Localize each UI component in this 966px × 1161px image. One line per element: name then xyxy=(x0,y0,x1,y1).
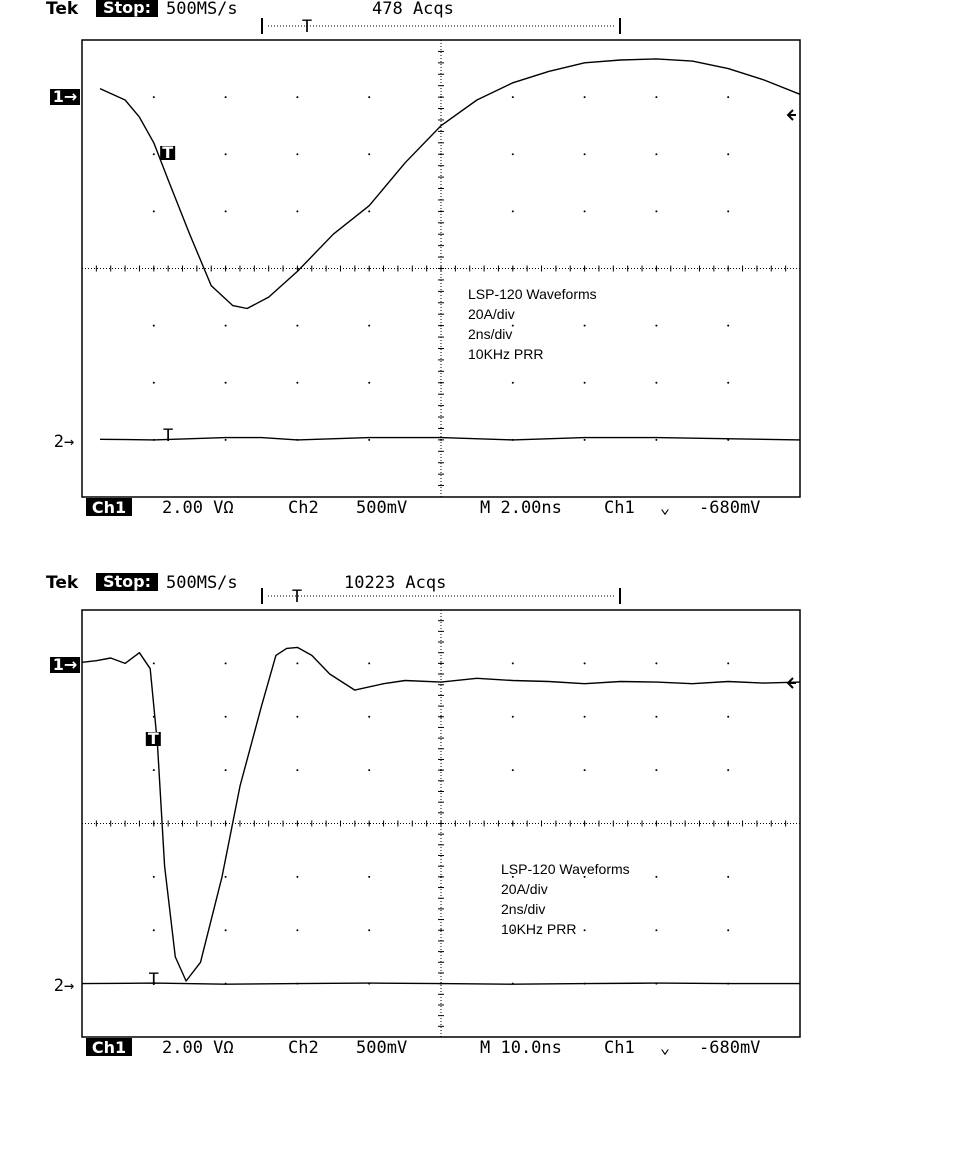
trigger-level-arrow-icon xyxy=(788,110,796,120)
grid-dot xyxy=(296,929,298,931)
ch2-trigger-marker: T xyxy=(163,426,174,446)
grid-dot xyxy=(153,769,155,771)
grid-dot xyxy=(512,662,514,664)
sample-rate: 500MS/s xyxy=(166,0,238,19)
acquisition-count: 10223 Acqs xyxy=(344,573,447,593)
annotation-line: LSP-120 Waveforms xyxy=(501,861,630,877)
grid-dot xyxy=(584,153,586,155)
grid-dot xyxy=(727,210,729,212)
grid-dot xyxy=(727,96,729,98)
annotation-line: LSP-120 Waveforms xyxy=(468,286,597,302)
grid-dot xyxy=(584,325,586,327)
annotation-line: 20A/div xyxy=(501,881,548,897)
grid-dot xyxy=(225,662,227,664)
timebase: M 2.00ns xyxy=(480,498,562,518)
scope-screen-1 xyxy=(46,0,800,518)
brand-label: Tek xyxy=(46,573,79,593)
grid-dot xyxy=(153,662,155,664)
grid-dot xyxy=(368,96,370,98)
grid-dot xyxy=(727,929,729,931)
trigger-slope-icon: ⌄ xyxy=(659,498,671,518)
grid-dot xyxy=(153,382,155,384)
brand-label: Tek xyxy=(46,0,79,19)
grid-dot xyxy=(655,210,657,212)
trigger-position-marker: T xyxy=(301,17,313,37)
trigger-point-marker: T xyxy=(162,143,174,162)
scope-header xyxy=(46,572,620,607)
grid-dot xyxy=(512,210,514,212)
grid-dot xyxy=(655,769,657,771)
ch1-ground-marker: 1→ xyxy=(52,655,78,674)
grid-dot xyxy=(153,210,155,212)
annotation-line: 10KHz PRR xyxy=(501,921,577,937)
grid-dot xyxy=(584,769,586,771)
acquisition-count: 478 Acqs xyxy=(372,0,454,19)
grid-dot xyxy=(368,325,370,327)
grid-dot xyxy=(368,210,370,212)
grid-dot xyxy=(296,382,298,384)
grid-dot xyxy=(368,382,370,384)
waveform-ch2 xyxy=(100,438,800,440)
grid-dot xyxy=(225,96,227,98)
ch2-scale: 500mV xyxy=(356,1038,408,1058)
grid-dot xyxy=(296,210,298,212)
grid-dot xyxy=(655,929,657,931)
grid-dot xyxy=(368,716,370,718)
grid-dot xyxy=(225,716,227,718)
grid-dot xyxy=(225,325,227,327)
grid-dot xyxy=(225,153,227,155)
grid-dot xyxy=(584,929,586,931)
grid-dot xyxy=(584,382,586,384)
grid-dot xyxy=(655,876,657,878)
grid-dot xyxy=(727,769,729,771)
grid-dot xyxy=(296,716,298,718)
grid-dot xyxy=(368,439,370,441)
timebase: M 10.0ns xyxy=(480,1038,562,1058)
ch1-badge: Ch1 xyxy=(91,498,127,517)
trigger-point-marker: T xyxy=(147,729,159,748)
sample-rate: 500MS/s xyxy=(166,573,238,593)
grid-dot xyxy=(296,769,298,771)
trigger-source: Ch1 xyxy=(604,498,635,518)
grid-dot xyxy=(296,662,298,664)
trigger-level: -680mV xyxy=(699,498,761,518)
grid-dot xyxy=(153,876,155,878)
grid-dot xyxy=(584,210,586,212)
grid-dot xyxy=(727,382,729,384)
grid-dot xyxy=(727,876,729,878)
ch1-badge: Ch1 xyxy=(91,1038,127,1057)
grid-dot xyxy=(225,929,227,931)
grid-dot xyxy=(368,769,370,771)
ch2-label: Ch2 xyxy=(288,1038,319,1058)
grid-dot xyxy=(655,382,657,384)
scope-screen-2 xyxy=(46,572,800,1058)
ch1-scale: 2.00 VΩ xyxy=(162,498,234,518)
grid-dot xyxy=(655,325,657,327)
ch2-ground-marker: 2→ xyxy=(53,432,75,452)
trigger-level: -680mV xyxy=(699,1038,761,1058)
bracket-ends xyxy=(262,18,620,34)
grid-dot xyxy=(655,96,657,98)
trigger-source: Ch1 xyxy=(604,1038,635,1058)
grid-dot xyxy=(512,153,514,155)
stop-badge: Stop: xyxy=(102,0,152,17)
grid-dot xyxy=(368,876,370,878)
grid-dot xyxy=(584,716,586,718)
graticule xyxy=(82,610,800,1037)
waveform-annotation xyxy=(468,286,597,362)
waveform-ch1 xyxy=(100,59,800,309)
scope-header xyxy=(46,0,620,37)
scope-footer xyxy=(86,1038,760,1058)
grid-dot xyxy=(225,210,227,212)
ch2-scale: 500mV xyxy=(356,498,408,518)
annotation-line: 2ns/div xyxy=(501,901,546,917)
grid-dot xyxy=(584,439,586,441)
grid-dot xyxy=(655,662,657,664)
grid-dot xyxy=(368,153,370,155)
trigger-position-marker: T xyxy=(291,587,303,607)
scope-footer xyxy=(86,498,760,518)
grid-dot xyxy=(153,325,155,327)
grid-dot xyxy=(153,153,155,155)
grid-dot xyxy=(153,929,155,931)
grid-dot xyxy=(153,96,155,98)
grid-dot xyxy=(727,153,729,155)
grid-dot xyxy=(512,716,514,718)
grid-dot xyxy=(368,662,370,664)
annotation-line: 20A/div xyxy=(468,306,515,322)
grid-dot xyxy=(225,439,227,441)
grid-dot xyxy=(727,662,729,664)
ch1-ground-marker: 1→ xyxy=(52,87,78,106)
ch2-ground-marker: 2→ xyxy=(53,976,75,996)
trigger-slope-icon: ⌄ xyxy=(659,1038,671,1058)
grid-dot xyxy=(296,96,298,98)
grid-dot xyxy=(368,929,370,931)
ch1-scale: 2.00 VΩ xyxy=(162,1038,234,1058)
grid-dot xyxy=(225,876,227,878)
grid-dot xyxy=(727,325,729,327)
grid-dot xyxy=(655,716,657,718)
grid-dot xyxy=(512,96,514,98)
trigger-level-arrow-icon xyxy=(788,678,796,688)
grid-dot xyxy=(296,876,298,878)
grid-dot xyxy=(296,325,298,327)
waveform-annotation xyxy=(501,861,630,937)
grid-dot xyxy=(512,382,514,384)
grid-dot xyxy=(296,153,298,155)
grid-dot xyxy=(584,662,586,664)
grid-dot xyxy=(655,439,657,441)
grid-dot xyxy=(512,769,514,771)
grid-dot xyxy=(655,153,657,155)
grid-dot xyxy=(225,769,227,771)
grid-dot xyxy=(225,382,227,384)
annotation-line: 2ns/div xyxy=(468,326,513,342)
grid-dot xyxy=(584,96,586,98)
stop-badge: Stop: xyxy=(102,572,152,591)
waveform-ch2 xyxy=(82,983,800,984)
annotation-line: 10KHz PRR xyxy=(468,346,544,362)
ch2-trigger-marker: T xyxy=(148,970,159,990)
ch2-label: Ch2 xyxy=(288,498,319,518)
grid-dot xyxy=(727,716,729,718)
record-bracket xyxy=(262,17,620,37)
graticule xyxy=(82,40,800,497)
